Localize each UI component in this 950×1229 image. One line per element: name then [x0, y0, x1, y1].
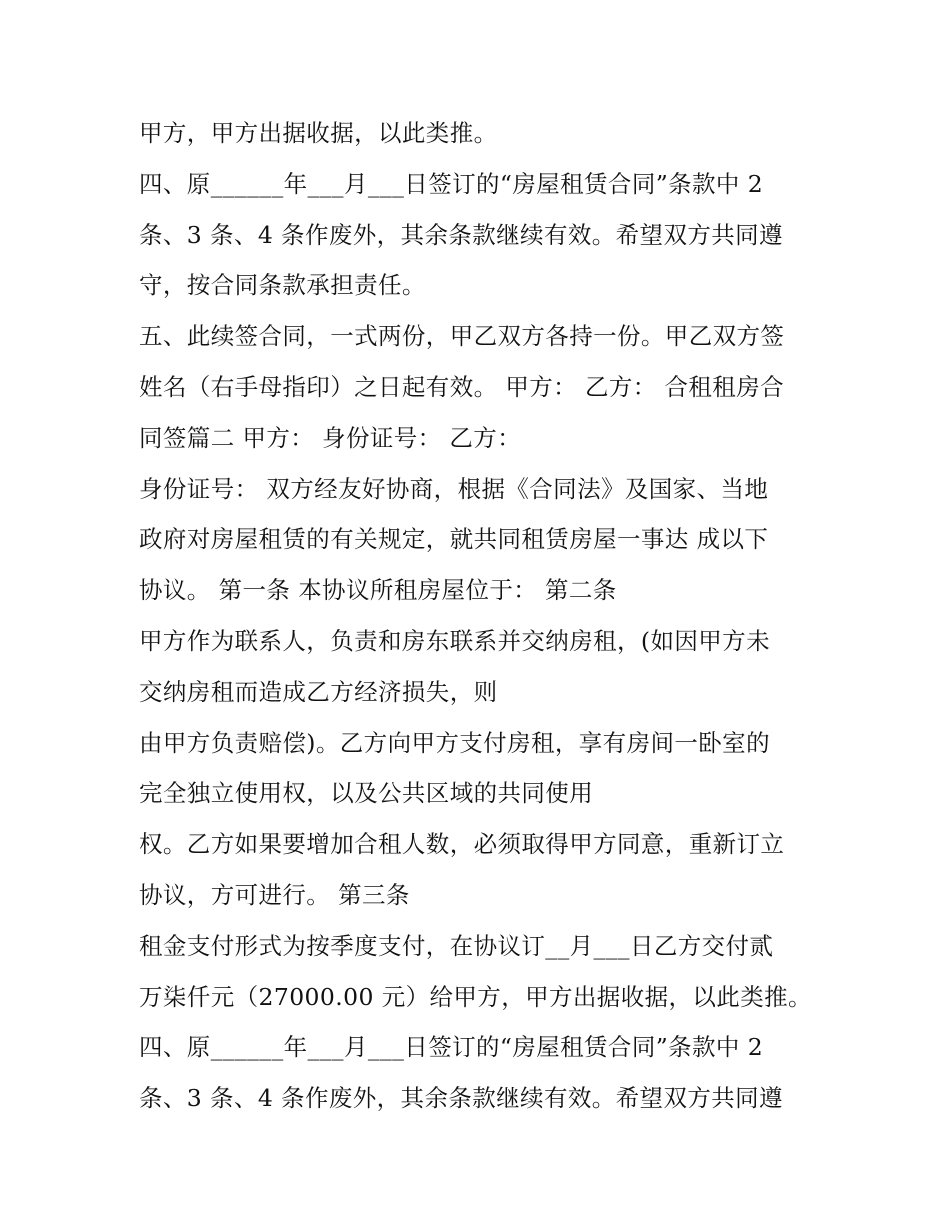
text-line: 四、原______年___月___日签订的“房屋租赁合同”条款中 2	[139, 169, 764, 198]
text-line: 政府对房屋租赁的有关规定，就共同租赁房屋一事达 成以下	[139, 525, 769, 554]
text-line: 协议。 第一条 本协议所租房屋位于： 第二条	[139, 576, 617, 605]
text-line: 条、3 条、4 条作废外，其余条款继续有效。希望双方共同遵	[139, 1084, 783, 1113]
text-line: 万柒仟元（27000.00 元）给甲方，甲方出据收据，以此类推。	[139, 982, 812, 1011]
text-line: 身份证号： 双方经友好协商，根据《合同法》及国家、当地	[139, 474, 769, 503]
text-line: 完全独立使用权，以及公共区域的共同使用	[139, 779, 594, 808]
text-line: 姓名（右手母指印）之日起有效。 甲方： 乙方： 合租租房合	[139, 372, 785, 401]
text-line: 条、3 条、4 条作废外，其余条款继续有效。希望双方共同遵	[139, 220, 783, 249]
text-line: 四、原______年___月___日签订的“房屋租赁合同”条款中 2	[139, 1033, 764, 1062]
text-line: 协议，方可进行。 第三条	[139, 880, 410, 909]
text-line: 由甲方负责赔偿)。乙方向甲方支付房租，享有房间一卧室的	[139, 728, 770, 757]
text-line: 甲方，甲方出据收据，以此类推。	[139, 119, 498, 147]
text-line: 交纳房租而造成乙方经济损失，则	[139, 677, 498, 706]
text-line: 守，按合同条款承担责任。	[139, 271, 426, 300]
text-line: 租金支付形式为按季度支付，在协议订__月___日乙方交付贰	[139, 931, 774, 960]
text-line: 甲方作为联系人，负责和房东联系并交纳房租，(如因甲方未	[139, 626, 770, 655]
text-line: 五、此续签合同，一式两份，甲乙双方各持一份。甲乙双方签	[139, 322, 785, 351]
text-line: 同签篇二 甲方： 身份证号： 乙方：	[139, 423, 522, 452]
document-body	[139, 108, 829, 1124]
text-line: 权。乙方如果要增加合租人数，必须取得甲方同意，重新订立	[139, 830, 785, 859]
